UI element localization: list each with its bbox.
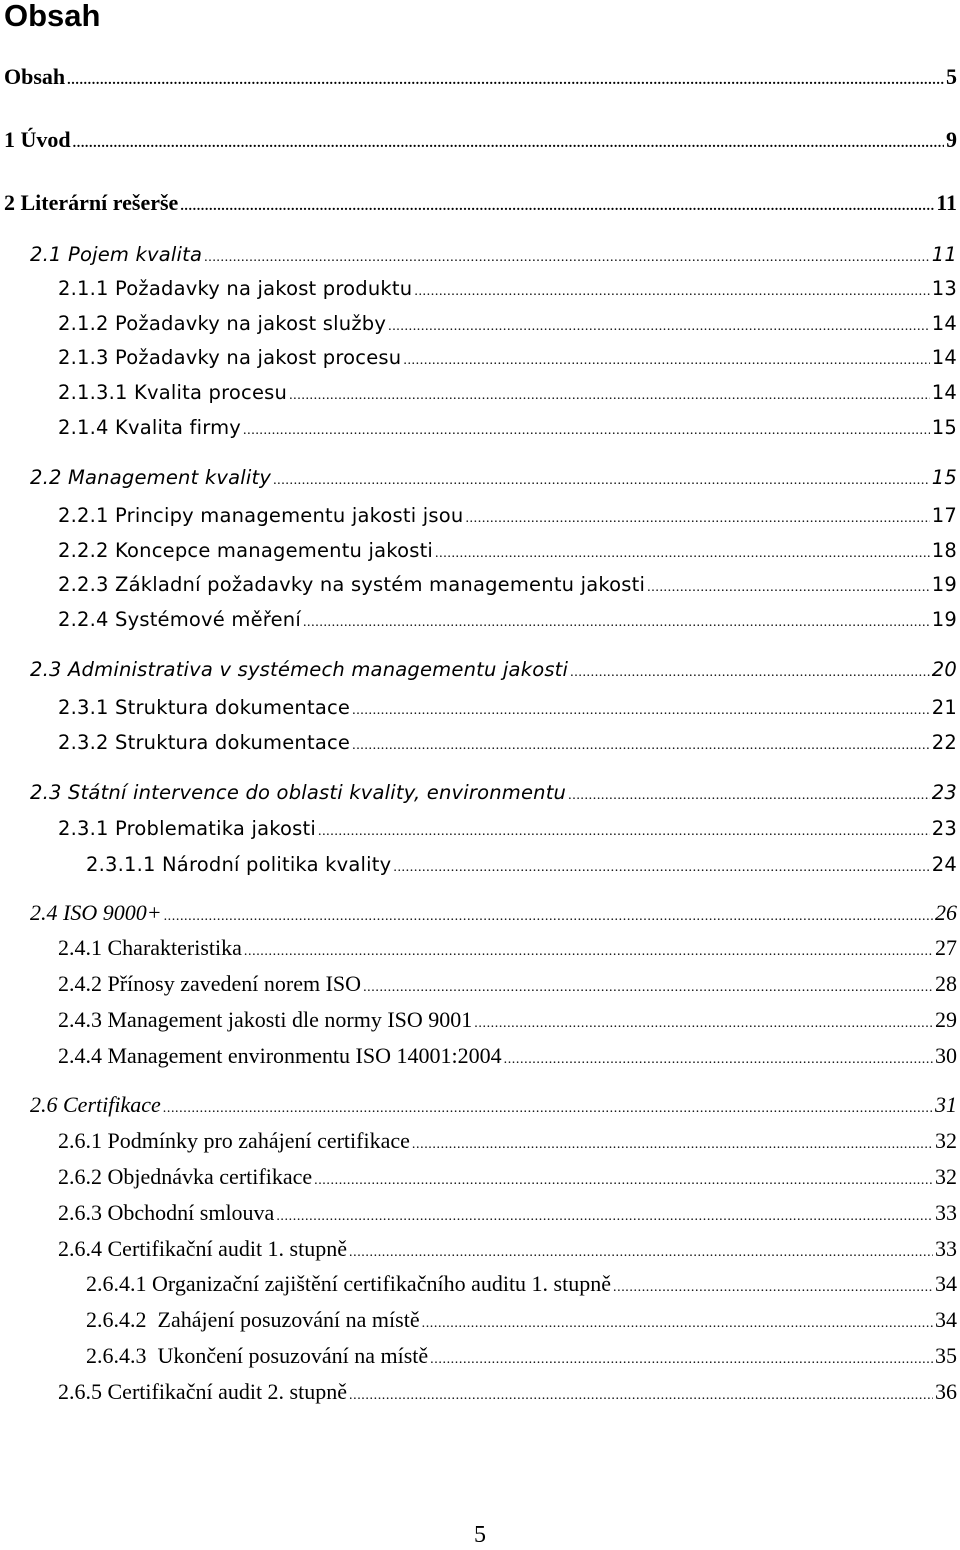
- toc-entry-page: 19: [931, 608, 957, 631]
- dot-leader: [414, 277, 929, 307]
- toc-entry-2-3-statni-intervence[interactable]: [30, 778, 957, 808]
- toc-entry-label: 2.6 Certifikace: [30, 1092, 161, 1117]
- toc-entry-label: 2.1.2 Požadavky na jakost služby: [58, 312, 387, 335]
- toc-entry-2-6[interactable]: [30, 1090, 957, 1120]
- dot-leader: [412, 1130, 933, 1160]
- toc-entry-2-2[interactable]: [30, 463, 957, 493]
- toc-entry-page: 13: [931, 277, 957, 300]
- toc-entry-label: 2.4.4 Management environmentu ISO 14001:2004: [58, 1043, 502, 1068]
- dot-leader: [613, 1273, 933, 1303]
- toc-entry-page: 17: [931, 504, 957, 527]
- dot-leader: [67, 66, 944, 96]
- dot-leader: [276, 1202, 933, 1232]
- toc-entry-page: 11: [931, 243, 957, 266]
- dot-leader: [314, 1166, 933, 1196]
- toc-entry-label: 2.2.1 Principy managementu jakosti jsou: [58, 504, 464, 527]
- toc-entry-page: 24: [931, 853, 957, 876]
- toc-entry-page: 21: [931, 696, 957, 719]
- toc-entry-label: 2.1.3 Požadavky na jakost procesu: [58, 346, 402, 369]
- toc-entry-page: 35: [935, 1343, 957, 1368]
- toc-entry-page: 14: [931, 381, 957, 404]
- toc-entry-label: 2.3.1.1 Národní politika kvality: [86, 853, 392, 876]
- toc-entry-page: 22: [931, 731, 957, 754]
- toc-entry-label: 2.6.5 Certifikační audit 2. stupně: [58, 1379, 347, 1404]
- toc-entry-page: 23: [931, 781, 957, 804]
- dot-leader: [180, 192, 934, 222]
- dot-leader: [303, 608, 930, 638]
- toc-entry-label: 2.1 Pojem kvalita: [30, 243, 203, 266]
- toc-entry-2-1[interactable]: [30, 240, 957, 270]
- toc-entry-label: 2.2.2 Koncepce managementu jakosti: [58, 539, 434, 562]
- toc-entry-2-4[interactable]: [30, 898, 957, 928]
- toc-entry-page: 9: [946, 127, 957, 152]
- dot-leader: [570, 658, 930, 688]
- toc-entry-label: 2.4.3 Management jakosti dle normy ISO 9001: [58, 1007, 473, 1032]
- dot-leader: [568, 781, 930, 811]
- dot-leader: [363, 973, 933, 1003]
- toc-entry-2-3-1-struktura[interactable]: [58, 693, 957, 723]
- dot-leader: [647, 573, 930, 603]
- toc-entry-page: 36: [935, 1379, 957, 1404]
- toc-entry-page: 29: [935, 1007, 957, 1032]
- toc-entry-2-4-4[interactable]: [58, 1041, 957, 1071]
- toc-entry-2-4-1[interactable]: [58, 933, 957, 963]
- toc-entry-page: 20: [931, 658, 957, 681]
- dot-leader: [388, 312, 930, 342]
- toc-entry-label: 2.2.3 Základní požadavky na systém managementu jakosti: [58, 573, 646, 596]
- toc-entry-2-6-4-1[interactable]: [86, 1269, 957, 1299]
- dot-leader: [243, 416, 930, 446]
- dot-leader: [352, 696, 930, 726]
- toc-entry-2-1-1[interactable]: [58, 274, 957, 304]
- toc-entry-label: 1 Úvod: [4, 127, 71, 152]
- toc-entry-label: 2.1.1 Požadavky na jakost produktu: [58, 277, 413, 300]
- toc-entry-page: 23: [931, 817, 957, 840]
- toc-entry-page: 26: [935, 900, 957, 925]
- toc-entry-uvod[interactable]: [4, 125, 957, 155]
- dot-leader: [393, 853, 929, 883]
- toc-entry-page: 33: [935, 1236, 957, 1261]
- toc-entry-label: 2.3.2 Struktura dokumentace: [58, 731, 351, 754]
- dot-leader: [349, 1381, 933, 1411]
- toc-entry-label: 2 Literární rešerše: [4, 190, 179, 215]
- toc-entry-label: 2.4 ISO 9000+: [30, 900, 162, 925]
- toc-entry-page: 30: [935, 1043, 957, 1068]
- toc-entry-page: 33: [935, 1200, 957, 1225]
- toc-entry-2-6-4[interactable]: [58, 1234, 957, 1264]
- toc-entry-2-1-3[interactable]: [58, 343, 957, 373]
- toc-entry-label: 2.6.2 Objednávka certifikace: [58, 1164, 313, 1189]
- toc-entry-label: 2.3 Administrativa v systémech managementu jakosti: [30, 658, 569, 681]
- toc-entry-2-6-1[interactable]: [58, 1126, 957, 1156]
- toc-entry-2-2-4[interactable]: [58, 605, 957, 635]
- toc-entry-label: 2.6.4.2 Zahájení posuzování na místě: [86, 1307, 420, 1332]
- toc-entry-2-1-4[interactable]: [58, 413, 957, 443]
- toc-entry-label: 2.1.3.1 Kvalita procesu: [58, 381, 288, 404]
- toc-entry-label: 2.6.1 Podmínky pro zahájení certifikace: [58, 1128, 410, 1153]
- toc-entry-label: 2.3.1 Struktura dokumentace: [58, 696, 351, 719]
- toc-entry-2-1-2[interactable]: [58, 309, 957, 339]
- toc-entry-obsah[interactable]: [4, 62, 957, 92]
- dot-leader: [474, 1009, 933, 1039]
- toc-entry-page: 32: [935, 1164, 957, 1189]
- dot-leader: [73, 129, 944, 159]
- toc-entry-label: 2.3.1 Problematika jakosti: [58, 817, 316, 840]
- toc-entry-page: 32: [935, 1128, 957, 1153]
- dot-leader: [318, 817, 930, 847]
- toc-entry-label: 2.2.4 Systémové měření: [58, 608, 301, 631]
- toc-entry-page: 14: [931, 346, 957, 369]
- toc-entry-page: 14: [931, 312, 957, 335]
- toc-entry-2-1-3-1[interactable]: [58, 378, 957, 408]
- toc-entry-page: 15: [931, 466, 957, 489]
- toc-entry-2-6-2[interactable]: [58, 1162, 957, 1192]
- dot-leader: [289, 381, 930, 411]
- page-title: Obsah: [4, 0, 101, 33]
- toc-entry-page: 31: [935, 1092, 957, 1117]
- page-number: 5: [474, 1522, 486, 1548]
- toc-entry-2-2-3[interactable]: [58, 570, 957, 600]
- dot-leader: [204, 243, 930, 273]
- toc-entry-2-6-4-2[interactable]: [86, 1305, 957, 1335]
- toc-entry-page: 11: [936, 190, 957, 215]
- dot-leader: [164, 902, 933, 932]
- dot-leader: [273, 466, 930, 496]
- toc-entry-2-6-4-3[interactable]: [86, 1341, 957, 1371]
- toc-entry-label: 2.6.4 Certifikační audit 1. stupně: [58, 1236, 347, 1261]
- dot-leader: [244, 937, 933, 967]
- toc-entry-label: 2.6.4.3 Ukončení posuzování na místě: [86, 1343, 429, 1368]
- toc-entry-2-6-3[interactable]: [58, 1198, 957, 1228]
- toc-entry-label: 2.6.3 Obchodní smlouva: [58, 1200, 275, 1225]
- toc-entry-label: 2.1.4 Kvalita firmy: [58, 416, 242, 439]
- toc-entry-2-4-2[interactable]: [58, 969, 957, 999]
- toc-entry-page: 28: [935, 971, 957, 996]
- toc-entry-2-2-1[interactable]: [58, 501, 957, 531]
- dot-leader: [435, 539, 930, 569]
- toc-entry-label: Obsah: [4, 64, 66, 89]
- toc-entry-2-3-2-struktura[interactable]: [58, 728, 957, 758]
- toc-entry-2-6-5[interactable]: [58, 1377, 957, 1407]
- toc-entry-label: 2.6.4.1 Organizační zajištění certifikačního auditu 1. stupně: [86, 1271, 611, 1296]
- toc-entry-label: 2.3 Státní intervence do oblasti kvality, environmentu: [30, 781, 567, 804]
- toc-entry-label: 2.4.2 Přínosy zavedení norem ISO: [58, 971, 362, 996]
- toc-entry-page: 5: [946, 64, 957, 89]
- toc-entry-label: 2.2 Management kvality: [30, 466, 272, 489]
- toc-entry-2-4-3[interactable]: [58, 1005, 957, 1035]
- toc-entry-label: 2.4.1 Charakteristika: [58, 935, 242, 960]
- dot-leader: [504, 1045, 933, 1075]
- dot-leader: [349, 1238, 933, 1268]
- toc-entry-page: 34: [935, 1307, 957, 1332]
- dot-leader: [430, 1345, 933, 1375]
- dot-leader: [465, 504, 929, 534]
- toc-entry-2-3-administrativa[interactable]: [30, 655, 957, 685]
- toc-entry-page: 19: [931, 573, 957, 596]
- toc-entry-page: 18: [931, 539, 957, 562]
- toc-entry-2-2-2[interactable]: [58, 536, 957, 566]
- dot-leader: [403, 346, 929, 376]
- toc-entry-2-3-1-1[interactable]: [86, 850, 957, 880]
- toc-entry-page: 34: [935, 1271, 957, 1296]
- toc-entry-page: 15: [931, 416, 957, 439]
- toc-entry-literarni-reserse[interactable]: [4, 188, 957, 218]
- dot-leader: [422, 1309, 933, 1339]
- dot-leader: [352, 731, 930, 761]
- toc-entry-page: 27: [935, 935, 957, 960]
- toc-entry-2-3-1-problematika[interactable]: [58, 814, 957, 844]
- dot-leader: [163, 1094, 933, 1124]
